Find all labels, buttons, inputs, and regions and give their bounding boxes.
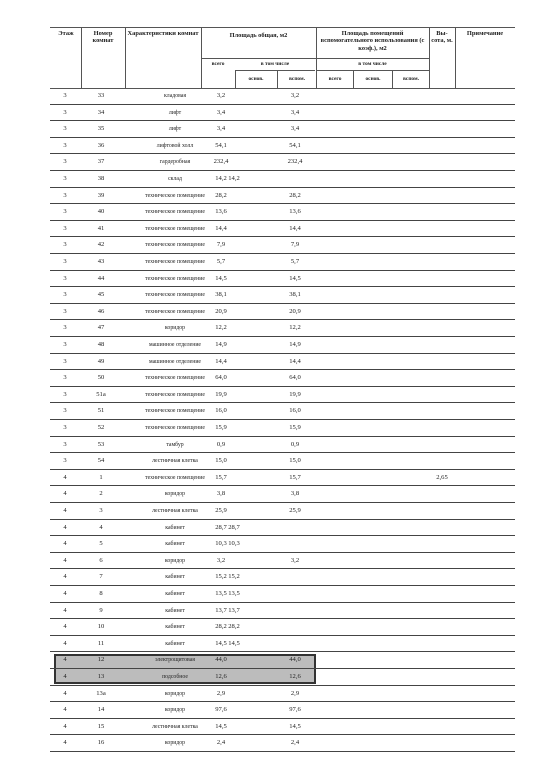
cell-floor: 4: [63, 590, 67, 597]
cell-room-number: 34: [97, 108, 105, 116]
cell-area-total: 14,5: [215, 639, 227, 647]
cell-area-total: 13,5: [215, 590, 227, 597]
cell-room-number: 37: [97, 158, 105, 166]
cell-room-desc: подсобное: [162, 674, 188, 680]
table-row: [50, 88, 515, 105]
table-row: [50, 204, 515, 221]
cell-room-desc: склад: [168, 176, 182, 182]
cell-room-desc: кабинет: [165, 524, 185, 531]
cell-height: 2,65: [436, 473, 448, 481]
cell-floor: 4: [63, 606, 67, 614]
cell-floor: 3: [63, 390, 67, 398]
cell-area-aux: 3,2: [290, 92, 300, 99]
cell-area-total: 12,6: [215, 673, 227, 680]
table-row: [50, 702, 515, 719]
cell-area-aux: 14,5: [289, 722, 301, 730]
cell-area-total: 25,9: [215, 507, 227, 514]
col-divider: [455, 27, 456, 88]
cell-area-aux: 25,9: [289, 507, 301, 514]
cell-area-total: 64,0: [215, 374, 227, 382]
cell-area-main: 28,2: [228, 623, 240, 631]
cell-room-desc: коридор: [164, 707, 186, 714]
cell-floor: 4: [63, 689, 67, 697]
cell-area-total: 14,2: [215, 175, 227, 182]
cell-area-aux: 3,4: [290, 125, 300, 133]
cell-floor: 4: [63, 556, 67, 564]
cell-room-number: 36: [97, 141, 105, 149]
cell-room-desc: техническое помещение: [145, 375, 205, 382]
cell-floor: 4: [63, 473, 67, 481]
cell-area-total: 38,1: [215, 291, 227, 299]
cell-room-desc: лифт: [168, 109, 182, 116]
cell-area-total: 28,2: [215, 191, 227, 199]
cell-area-main: 14,2: [228, 175, 240, 182]
cell-area-total: 0,9: [216, 440, 226, 448]
table-row: [50, 636, 515, 653]
cell-area-total: 14,9: [215, 341, 227, 348]
cell-room-desc: коридор: [164, 491, 186, 498]
table-row: [50, 105, 515, 122]
col-divider: [201, 27, 202, 88]
cell-area-aux: 2,4: [290, 739, 300, 747]
table-row: [50, 603, 515, 620]
cell-area-main: 10,3: [228, 540, 240, 548]
cell-room-number: 11: [97, 639, 105, 647]
cell-floor: 4: [63, 490, 67, 498]
cell-floor: 3: [63, 341, 67, 348]
cell-area-total: 54,1: [215, 141, 227, 149]
cell-room-desc: кабинет: [165, 640, 185, 647]
cell-floor: 3: [63, 374, 67, 382]
header-main: основ.: [248, 76, 264, 82]
cell-floor: 4: [63, 706, 67, 714]
table-row: [50, 370, 515, 387]
cell-room-desc: техническое помещение: [145, 391, 205, 398]
cell-area-total: 15,2: [215, 573, 227, 581]
cell-floor: 3: [63, 175, 67, 182]
cell-room-number: 16: [97, 739, 105, 747]
header-room-desc: Характеристики комнат: [127, 30, 199, 37]
col-divider: [277, 70, 278, 88]
cell-floor: 3: [63, 241, 67, 249]
table-row: [50, 686, 515, 703]
header-aux-2: вспом.: [402, 76, 420, 82]
cell-floor: 4: [63, 722, 67, 730]
cell-floor: 3: [63, 324, 67, 332]
cell-room-desc: техническое помещение: [145, 209, 205, 216]
cell-room-number: 46: [97, 307, 105, 315]
cell-room-desc: кладовая: [163, 93, 187, 99]
cell-area-total: 13,7: [215, 606, 227, 614]
cell-room-desc: машинное отделение: [148, 342, 201, 348]
cell-room-desc: техническое помещение: [145, 275, 205, 282]
cell-room-desc: техническое помещение: [145, 308, 205, 315]
cell-area-aux: 12,6: [289, 673, 301, 680]
cell-room-desc: электрощитовая: [155, 657, 195, 664]
header-sub-rule-1: [235, 70, 315, 71]
cell-room-number: 35: [97, 125, 105, 133]
table-row: [50, 453, 515, 470]
cell-room-number: 7: [99, 573, 103, 581]
cell-floor: 3: [63, 291, 67, 299]
cell-area-total: 14,5: [215, 722, 227, 730]
cell-area-aux: 54,1: [289, 141, 301, 149]
row-separator: [50, 751, 515, 752]
cell-area-total: 14,4: [215, 357, 227, 365]
cell-floor: 3: [63, 307, 67, 315]
table-row: [50, 735, 515, 752]
cell-area-aux: 15,9: [289, 424, 301, 431]
col-divider: [81, 27, 82, 88]
cell-area-aux: 38,1: [289, 291, 301, 299]
cell-area-aux: 20,9: [289, 307, 301, 315]
table-row: [50, 569, 515, 586]
cell-room-number: 9: [99, 606, 103, 614]
cell-area-aux: 64,0: [289, 374, 301, 382]
cell-floor: 4: [63, 540, 67, 548]
header-sub-rule-2: [316, 70, 429, 71]
table-row: [50, 154, 515, 171]
cell-floor: 3: [63, 92, 67, 99]
cell-area-total: 7,9: [216, 241, 226, 249]
table-row: [50, 619, 515, 636]
cell-room-number: 2: [99, 490, 103, 498]
cell-area-aux: 3,2: [290, 556, 300, 564]
cell-area-total: 19,9: [215, 390, 227, 398]
cell-area-aux: 0,9: [290, 440, 300, 448]
cell-room-number: 15: [97, 722, 105, 730]
cell-room-number: 13а: [96, 689, 106, 697]
cell-room-desc: кабинет: [165, 607, 185, 614]
cell-room-number: 12: [97, 656, 105, 664]
cell-area-aux: 16,0: [289, 407, 301, 415]
cell-floor: 3: [63, 191, 67, 199]
cell-room-desc: кабинет: [165, 541, 185, 548]
cell-floor: 3: [63, 274, 67, 282]
table-row: [50, 520, 515, 537]
cell-area-aux: 28,2: [289, 191, 301, 199]
cell-area-total: 2,4: [216, 739, 226, 747]
cell-area-aux: 44,0: [289, 656, 301, 664]
cell-room-number: 53: [97, 440, 105, 448]
cell-area-main: 14,5: [228, 639, 240, 647]
cell-area-total: 2,9: [216, 689, 226, 697]
cell-floor: 4: [63, 623, 67, 631]
cell-room-desc: кабинет: [165, 624, 185, 631]
table-row: [50, 470, 515, 487]
cell-floor: 3: [63, 357, 67, 365]
cell-room-number: 45: [97, 291, 105, 299]
header-top-rule: [50, 27, 515, 28]
cell-room-number: 39: [97, 191, 105, 199]
cell-room-number: 44: [97, 274, 105, 282]
cell-area-total: 3,2: [216, 556, 226, 564]
table-row: [50, 437, 515, 454]
cell-area-total: 12,2: [215, 324, 227, 332]
cell-floor: 4: [63, 639, 67, 647]
cell-room-desc: коридор: [164, 325, 186, 332]
cell-floor: 4: [63, 673, 67, 680]
cell-area-aux: 14,9: [289, 341, 301, 348]
col-divider: [125, 27, 126, 88]
cell-room-desc: лифт: [168, 126, 182, 133]
table-row: [50, 553, 515, 570]
table-row: [50, 486, 515, 503]
cell-floor: 3: [63, 457, 67, 465]
cell-floor: 3: [63, 407, 67, 415]
cell-room-desc: тамбур: [166, 441, 184, 448]
cell-room-desc: техническое помещение: [145, 242, 205, 249]
col-divider: [353, 70, 354, 88]
cell-room-number: 52: [97, 424, 105, 431]
cell-room-number: 49: [97, 357, 105, 365]
cell-room-number: 1: [99, 473, 103, 481]
cell-area-total: 14,4: [215, 224, 227, 232]
table-row: [50, 287, 515, 304]
cell-area-aux: 15,0: [289, 457, 301, 465]
cell-room-number: 51: [97, 407, 105, 415]
table-row: [50, 387, 515, 404]
header-height: Вы-сота, м.: [431, 30, 453, 45]
cell-floor: 3: [63, 224, 67, 232]
cell-room-number: 47: [97, 324, 105, 332]
cell-floor: 3: [63, 108, 67, 116]
cell-room-number: 4: [99, 523, 103, 531]
cell-room-number: 54: [97, 457, 105, 465]
cell-area-total: 3,8: [216, 490, 226, 498]
cell-room-number: 42: [97, 241, 105, 249]
cell-area-aux: 14,4: [289, 357, 301, 365]
cell-floor: 3: [63, 424, 67, 431]
cell-floor: 4: [63, 523, 67, 531]
cell-floor: 3: [63, 125, 67, 133]
cell-room-desc: техническое помещение: [145, 474, 205, 481]
cell-area-total: 3,4: [216, 108, 226, 116]
cell-room-desc: лифтовой холл: [156, 142, 194, 149]
header-total: всего: [211, 61, 225, 67]
cell-floor: 3: [63, 208, 67, 216]
cell-room-number: 50: [97, 374, 105, 382]
cell-room-number: 3: [99, 507, 103, 514]
table-row: [50, 719, 515, 736]
cell-area-total: 16,0: [215, 407, 227, 415]
cell-area-aux: 97,6: [289, 706, 301, 714]
cell-floor: 3: [63, 440, 67, 448]
cell-room-number: 40: [97, 208, 105, 216]
cell-area-total: 3,2: [216, 92, 226, 99]
table-row: [50, 171, 515, 188]
cell-room-number: 10: [97, 623, 105, 631]
cell-room-desc: кабинет: [165, 591, 185, 597]
cell-area-aux: 12,2: [289, 324, 301, 332]
cell-area-total: 28,7: [215, 523, 227, 531]
cell-room-desc: техническое помещение: [145, 425, 205, 431]
cell-area-aux: 3,4: [290, 108, 300, 116]
cell-room-number: 5: [99, 540, 103, 548]
cell-floor: 3: [63, 141, 67, 149]
header-including: в том числе: [260, 61, 290, 67]
table-row: [50, 403, 515, 420]
cell-room-number: 6: [99, 556, 103, 564]
cell-floor: 3: [63, 258, 67, 265]
table-row: [50, 669, 515, 686]
cell-area-total: 20,9: [215, 307, 227, 315]
cell-room-desc: техническое помещение: [145, 259, 205, 265]
cell-area-total: 15,7: [215, 473, 227, 481]
header-mid-rule: [201, 58, 429, 59]
cell-area-total: 44,0: [215, 656, 227, 664]
table-row: [50, 254, 515, 271]
table-row: [50, 221, 515, 238]
cell-room-desc: коридор: [164, 740, 186, 747]
table-row: [50, 420, 515, 437]
cell-area-aux: 7,9: [290, 241, 300, 249]
cell-room-desc: машинное отделение: [148, 358, 201, 365]
cell-room-desc: коридор: [164, 557, 186, 564]
cell-floor: 4: [63, 573, 67, 581]
cell-room-desc: лестничная клетка: [152, 723, 198, 730]
header-aux: вспом.: [288, 76, 306, 82]
cell-room-desc: коридор: [164, 690, 186, 697]
table-row: [50, 304, 515, 321]
cell-area-aux: 2,9: [290, 689, 300, 697]
cell-room-number: 13: [97, 673, 105, 680]
table-row: [50, 138, 515, 155]
cell-room-desc: лестничная клетка: [152, 508, 198, 514]
cell-area-total: 13,6: [215, 208, 227, 216]
header-floor: Этаж: [58, 30, 74, 37]
cell-room-number: 48: [97, 341, 105, 348]
header-area-total: Площадь общая, м2: [229, 32, 288, 39]
table-row: [50, 188, 515, 205]
table-row: [50, 652, 515, 669]
table-row: [50, 320, 515, 337]
cell-area-aux: 3,8: [290, 490, 300, 498]
table-row: [50, 503, 515, 520]
cell-room-desc: гардеробная: [159, 159, 191, 166]
cell-floor: 3: [63, 158, 67, 166]
col-divider: [235, 70, 236, 88]
cell-floor: 4: [63, 656, 67, 664]
cell-area-aux: 14,4: [289, 224, 301, 232]
col-divider: [392, 70, 393, 88]
cell-area-main: 13,5: [228, 590, 240, 597]
cell-area-total: 3,4: [216, 125, 226, 133]
cell-area-aux: 13,6: [289, 208, 301, 216]
cell-area-total: 15,9: [215, 424, 227, 431]
cell-area-total: 232,4: [213, 158, 229, 166]
cell-area-aux: 5,7: [290, 258, 300, 265]
cell-area-total: 15,0: [215, 457, 227, 465]
cell-area-total: 5,7: [216, 258, 226, 265]
cell-room-desc: техническое помещение: [145, 225, 205, 232]
cell-area-total: 28,2: [215, 623, 227, 631]
cell-floor: 4: [63, 739, 67, 747]
cell-room-number: 41: [97, 224, 105, 232]
header-total-2: всего: [328, 76, 342, 82]
table-row: [50, 586, 515, 603]
header-note: Примечание: [466, 30, 504, 37]
table-row: [50, 337, 515, 354]
table-row: [50, 237, 515, 254]
cell-room-number: 14: [97, 706, 105, 714]
table-row: [50, 121, 515, 138]
cell-area-aux: 19,9: [289, 390, 301, 398]
cell-area-total: 14,5: [215, 274, 227, 282]
cell-area-main: 28,7: [228, 523, 240, 531]
cell-room-number: 51а: [96, 390, 106, 398]
cell-area-total: 10,3: [215, 540, 227, 548]
cell-room-number: 38: [97, 175, 105, 182]
cell-room-number: 43: [97, 258, 105, 265]
col-divider: [316, 27, 317, 88]
cell-area-total: 97,6: [215, 706, 227, 714]
cell-area-main: 13,7: [228, 606, 240, 614]
table-row: [50, 354, 515, 371]
header-aux-area: Площадь помещений вспомогательного использования (с коэф.), м2: [320, 30, 425, 52]
table-row: [50, 536, 515, 553]
cell-room-number: 8: [99, 590, 103, 597]
cell-area-aux: 15,7: [289, 473, 301, 481]
cell-area-main: 15,2: [228, 573, 240, 581]
cell-area-aux: 232,4: [287, 158, 303, 166]
cell-room-desc: лестничная клетка: [152, 458, 198, 465]
header-room-number: Номер комнат: [92, 30, 114, 45]
cell-area-aux: 14,5: [289, 274, 301, 282]
cell-floor: 4: [63, 507, 67, 514]
cell-room-number: 33: [97, 92, 105, 99]
header-including-2: в том числе: [358, 61, 387, 67]
header-main-2: основ.: [365, 76, 381, 82]
cell-room-desc: техническое помещение: [145, 292, 205, 299]
table-row: [50, 271, 515, 288]
cell-room-desc: кабинет: [165, 574, 185, 581]
cell-room-desc: техническое помещение: [145, 192, 205, 199]
cell-room-desc: техническое помещение: [145, 408, 205, 415]
